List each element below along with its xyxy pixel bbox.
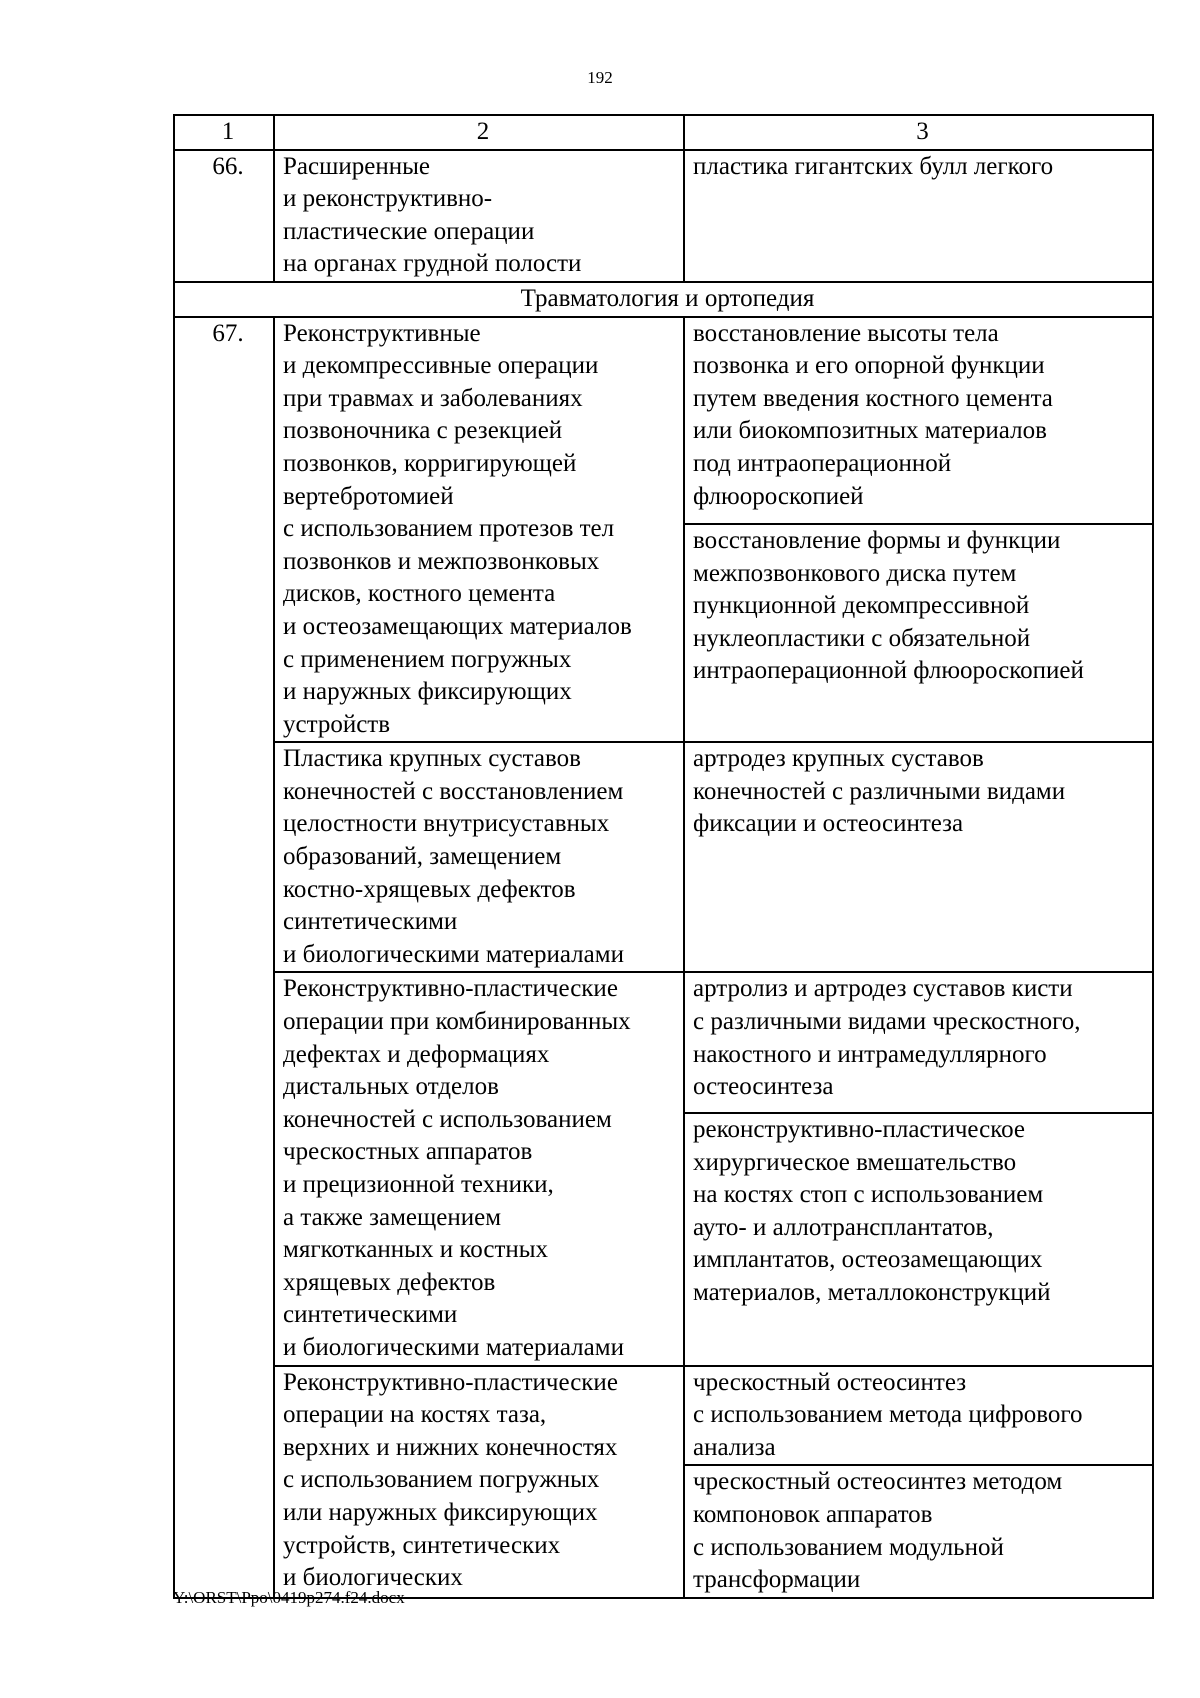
method-cell: пластика гигантских булл легкого: [684, 150, 1153, 282]
method-cell: артролиз и артродез суставов кисти с различными видами чрескостного, накостного и интрамедуллярного остеосинтеза: [684, 972, 1153, 1113]
row-number: 67.: [174, 317, 274, 1598]
method-cell: восстановление высоты тела позвонка и его опорной функции путем введения костного цемента или биокомпозитных материалов под интраоперационной флюороскопией: [684, 317, 1153, 524]
header-row: [174, 115, 1153, 150]
row-number: 66.: [174, 150, 274, 282]
procedures-table: [173, 114, 1154, 1599]
procedure-name: Расширенные и реконструктивно- пластические операции на органах грудной полости: [274, 150, 684, 282]
procedure-name: Пластика крупных суставов конечностей с восстановлением целостности внутрисуставных образований, замещением костно-хрящевых дефектов синтетическими и биологическими материалами: [274, 742, 684, 972]
procedure-name: Реконструктивные и декомпрессивные операции при травмах и заболеваниях позвоночника с резекцией позвонков, корригирующей вертебротомией с использованием протезов тел позвонков и межпозвонковых дисков, костного цемента и остеозамещающих материалов с применением погружных и наружных фиксирующих устройств: [274, 317, 684, 743]
method-cell: чрескостный остеосинтез методом компоновок аппаратов с использованием модульной трансформации: [684, 1465, 1153, 1597]
method-cell: реконструктивно-пластическое хирургическое вмешательство на костях стоп с использованием ауто- и аллотрансплантатов, имплантатов, остеозамещающих материалов, металлоконструкций: [684, 1113, 1153, 1366]
method-cell: артродез крупных суставов конечностей с различными видами фиксации и остеосинтеза: [684, 742, 1153, 972]
method-cell: восстановление формы и функции межпозвонкового диска путем пункционной декомпрессивной нуклеопластики с обязательной интраоперационной флюороскопией: [684, 524, 1153, 742]
procedure-name: Реконструктивно-пластические операции при комбинированных дефектах и деформациях дистальных отделов конечностей с использованием чрескостных аппаратов и прецизионной техники, а также замещением мягкотканных и костных хрящевых дефектов синтетическими и биологическими материалами: [274, 972, 684, 1365]
page-number: 192: [587, 68, 613, 87]
table-row: [174, 972, 1153, 1113]
header-col-1: 1: [174, 115, 274, 150]
table-row-67: [174, 317, 1153, 524]
header-col-3: 3: [684, 115, 1153, 150]
table-row: [174, 742, 1153, 972]
procedure-name: Реконструктивно-пластические операции на костях таза, верхних и нижних конечностях с использованием погружных или наружных фиксирующих устройств, синтетических и биологических: [274, 1366, 684, 1598]
table-row: [174, 1366, 1153, 1466]
header-col-2: 2: [274, 115, 684, 150]
section-row: [174, 282, 1153, 317]
section-title: Травматология и ортопедия: [174, 282, 1153, 317]
method-cell: чрескостный остеосинтез с использованием метода цифрового анализа: [684, 1366, 1153, 1466]
table-row-66: [174, 150, 1153, 282]
file-path-footer: Y:\ORST\Ppo\0419p274.f24.docx: [173, 1588, 405, 1607]
